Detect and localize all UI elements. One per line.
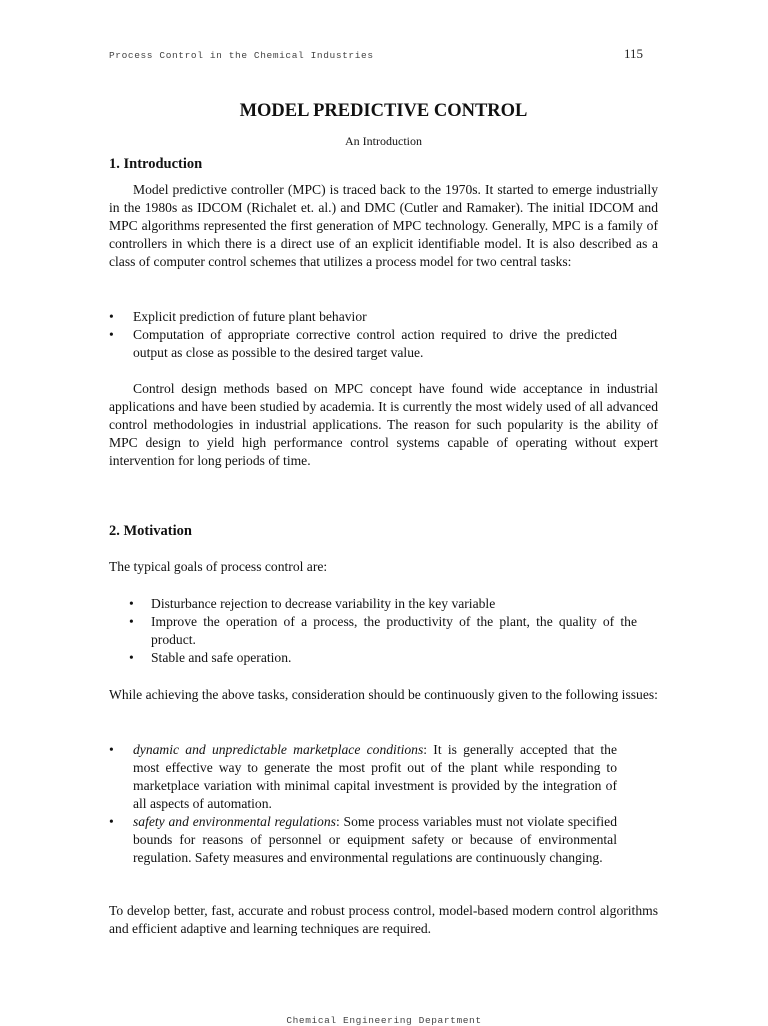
goal-item	[129, 595, 637, 613]
goal-item	[129, 613, 637, 649]
issues-bullet-list	[109, 741, 618, 867]
intro-bullet-item	[109, 326, 617, 362]
page-footer: Chemical Engineering Department	[286, 1015, 482, 1026]
goals-bullet-list	[129, 595, 637, 667]
issue-term: dynamic and unpredictable marketplace conditions	[133, 742, 424, 757]
intro-bullet-list	[109, 308, 617, 362]
closing-paragraph: To develop better, fast, accurate and robust process control, model-based modern control algorithms and efficient adaptive and learning techniques are required.	[109, 903, 658, 936]
intro-paragraph-1: Model predictive controller (MPC) is traced back to the 1970s. It started to emerge industrially in the 1980s as IDCOM (Richalet et. al.) and DMC (Cutler and Ramaker). The initial IDCOM and MPC algorithms represented the first generation of MPC technology. Generally, MPC is a family of controllers in which there is a direct use of an explicit identifiable model. It is also described as a class of computer control schemes that utilizes a process model for two central tasks:	[109, 182, 658, 269]
document-subtitle: An Introduction	[345, 134, 422, 148]
issues-intro-paragraph: While achieving the above tasks, consideration should be continuously given to the following issues:	[109, 687, 658, 702]
issue-term: safety and environmental regulations	[133, 814, 336, 829]
goal-item	[129, 649, 637, 667]
section-heading-introduction: 1. Introduction	[109, 156, 203, 172]
bullet-marker: •	[129, 596, 134, 611]
page-number: 115	[624, 46, 644, 61]
bullet-marker: •	[109, 309, 114, 324]
bullet-marker: •	[129, 650, 134, 665]
goal-text: Disturbance rejection to decrease variability in the key variable	[151, 596, 496, 611]
issue-text: : It is generally accepted that the most effective way to generate the most profit out of the plant while responding to marketplace variation with minimal capital investment is provided by the integration of all aspects of automation.	[133, 742, 618, 811]
issue-item	[109, 813, 617, 867]
bullet-marker: •	[109, 814, 114, 829]
bullet-marker: •	[129, 614, 134, 629]
document-title: MODEL PREDICTIVE CONTROL	[239, 101, 528, 121]
intro-bullet-text: Computation of appropriate corrective control action required to drive the predicted output as close as possible to the desired target value.	[133, 327, 617, 360]
intro-paragraph-2: Control design methods based on MPC concept have found wide acceptance in industrial applications and have been studied by academia. It is currently the most widely used of all advanced control methodologies in industrial applications. The reason for such popularity is the ability of MPC design to yield high performance control systems capable of operating without expert intervention for long periods of time.	[109, 381, 658, 468]
running-header: Process Control in the Chemical Industries	[109, 50, 374, 61]
bullet-marker: •	[109, 327, 114, 342]
issue-text: : Some process variables must not violate specified bounds for reasons of personnel or equipment safety or because of environmental regulation. Safety measures and environmental regulations are continuously changing.	[133, 814, 617, 865]
goal-text: Stable and safe operation.	[151, 650, 292, 665]
motivation-intro: The typical goals of process control are:	[109, 559, 328, 574]
section-heading-motivation: 2. Motivation	[109, 523, 192, 539]
intro-bullet-item	[109, 308, 617, 326]
bullet-marker: •	[109, 742, 114, 757]
issue-item	[109, 741, 618, 813]
intro-bullet-text: Explicit prediction of future plant behavior	[133, 309, 367, 324]
goal-text: Improve the operation of a process, the productivity of the plant, the quality of the product.	[151, 614, 637, 647]
